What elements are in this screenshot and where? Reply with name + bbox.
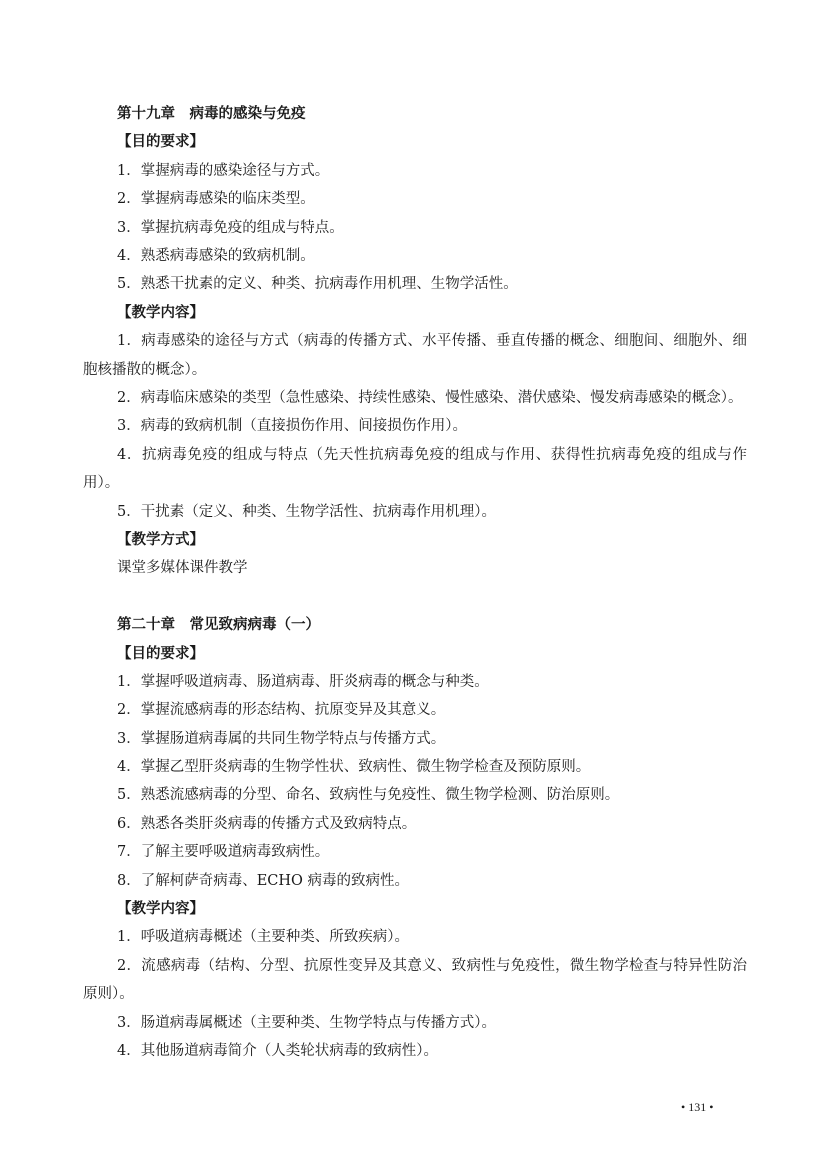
chapter-19-aim-item: 3．掌握抗病毒免疫的组成与特点。 xyxy=(117,219,344,236)
chapter-20-aim-item: 2．掌握流感病毒的形态结构、抗原变异及其意义。 xyxy=(117,702,446,719)
chapter-19-aim-item: 2．掌握病毒感染的临床类型。 xyxy=(117,191,315,208)
chapter-20-title: 第二十章 常见致病病毒（一） xyxy=(117,617,320,634)
page-number: • 131 • xyxy=(681,1100,714,1114)
document-page xyxy=(83,100,747,1065)
chapter-19-content-item: 1．病毒感染的途径与方式（病毒的传播方式、水平传播、垂直传播的概念、细胞间、细胞外、细胞核播散的概念）。 xyxy=(83,333,747,378)
section-spacer xyxy=(83,583,747,611)
chapter-19-aims-heading: 【目的要求】 xyxy=(117,134,204,151)
chapter-20-aim-item: 6．熟悉各类肝炎病毒的传播方式及致病特点。 xyxy=(117,815,417,832)
chapter-19-method-heading: 【教学方式】 xyxy=(117,531,204,548)
chapter-19-content-item: 2．病毒临床感染的类型（急性感染、持续性感染、慢性感染、潜伏感染、慢发病毒感染的概念）。 xyxy=(117,389,743,406)
chapter-19-content-item: 5．干扰素（定义、种类、生物学活性、抗病毒作用机理）。 xyxy=(117,503,496,520)
chapter-20-aim-item: 5．熟悉流感病毒的分型、命名、致病性与免疫性、微生物学检测、防治原则。 xyxy=(117,787,620,804)
chapter-19-title: 第十九章 病毒的感染与免疫 xyxy=(117,106,306,122)
chapter-20-aim-item: 1．掌握呼吸道病毒、肠道病毒、肝炎病毒的概念与种类。 xyxy=(117,673,489,690)
chapter-20-aim-item: 4．掌握乙型肝炎病毒的生物学性状、致病性、微生物学检查及预防原则。 xyxy=(117,759,591,776)
chapter-19-aim-item: 5．熟悉干扰素的定义、种类、抗病毒作用机理、生物学活性。 xyxy=(117,276,518,293)
chapter-19-content-heading: 【教学内容】 xyxy=(117,304,204,321)
chapter-20-content-item: 3．肠道病毒属概述（主要种类、生物学特点与传播方式）。 xyxy=(117,1014,496,1031)
chapter-19-content-item: 3．病毒的致病机制（直接损伤作用、间接损伤作用）。 xyxy=(117,418,467,435)
chapter-20-content-item: 2．流感病毒（结构、分型、抗原性变异及其意义、致病性与免疫性，微生物学检查与特异性防治原则）。 xyxy=(83,957,747,1003)
chapter-20-aim-item: 8．了解柯萨奇病毒、ECHO 病毒的致病性。 xyxy=(117,872,410,889)
chapter-19-content-item: 4．抗病毒免疫的组成与特点（先天性抗病毒免疫的组成与作用、获得性抗病毒免疫的组成与作用）。 xyxy=(83,446,747,492)
chapter-20-content-heading: 【教学内容】 xyxy=(117,901,204,918)
chapter-20-content-item: 4．其他肠道病毒简介（人类轮状病毒的致病性）。 xyxy=(117,1043,438,1060)
chapter-20-aims-heading: 【目的要求】 xyxy=(117,645,204,662)
chapter-19-aim-item: 4．熟悉病毒感染的致病机制。 xyxy=(117,247,315,264)
chapter-19-method-text: 课堂多媒体课件教学 xyxy=(117,560,248,577)
chapter-20-content-item: 1．呼吸道病毒概述（主要种类、所致疾病）。 xyxy=(117,929,409,946)
chapter-20-aim-item: 7．了解主要呼吸道病毒致病性。 xyxy=(117,844,330,861)
chapter-20-aim-item: 3．掌握肠道病毒属的共同生物学特点与传播方式。 xyxy=(117,730,446,747)
chapter-19-aim-item: 1．掌握病毒的感染途径与方式。 xyxy=(117,162,330,179)
